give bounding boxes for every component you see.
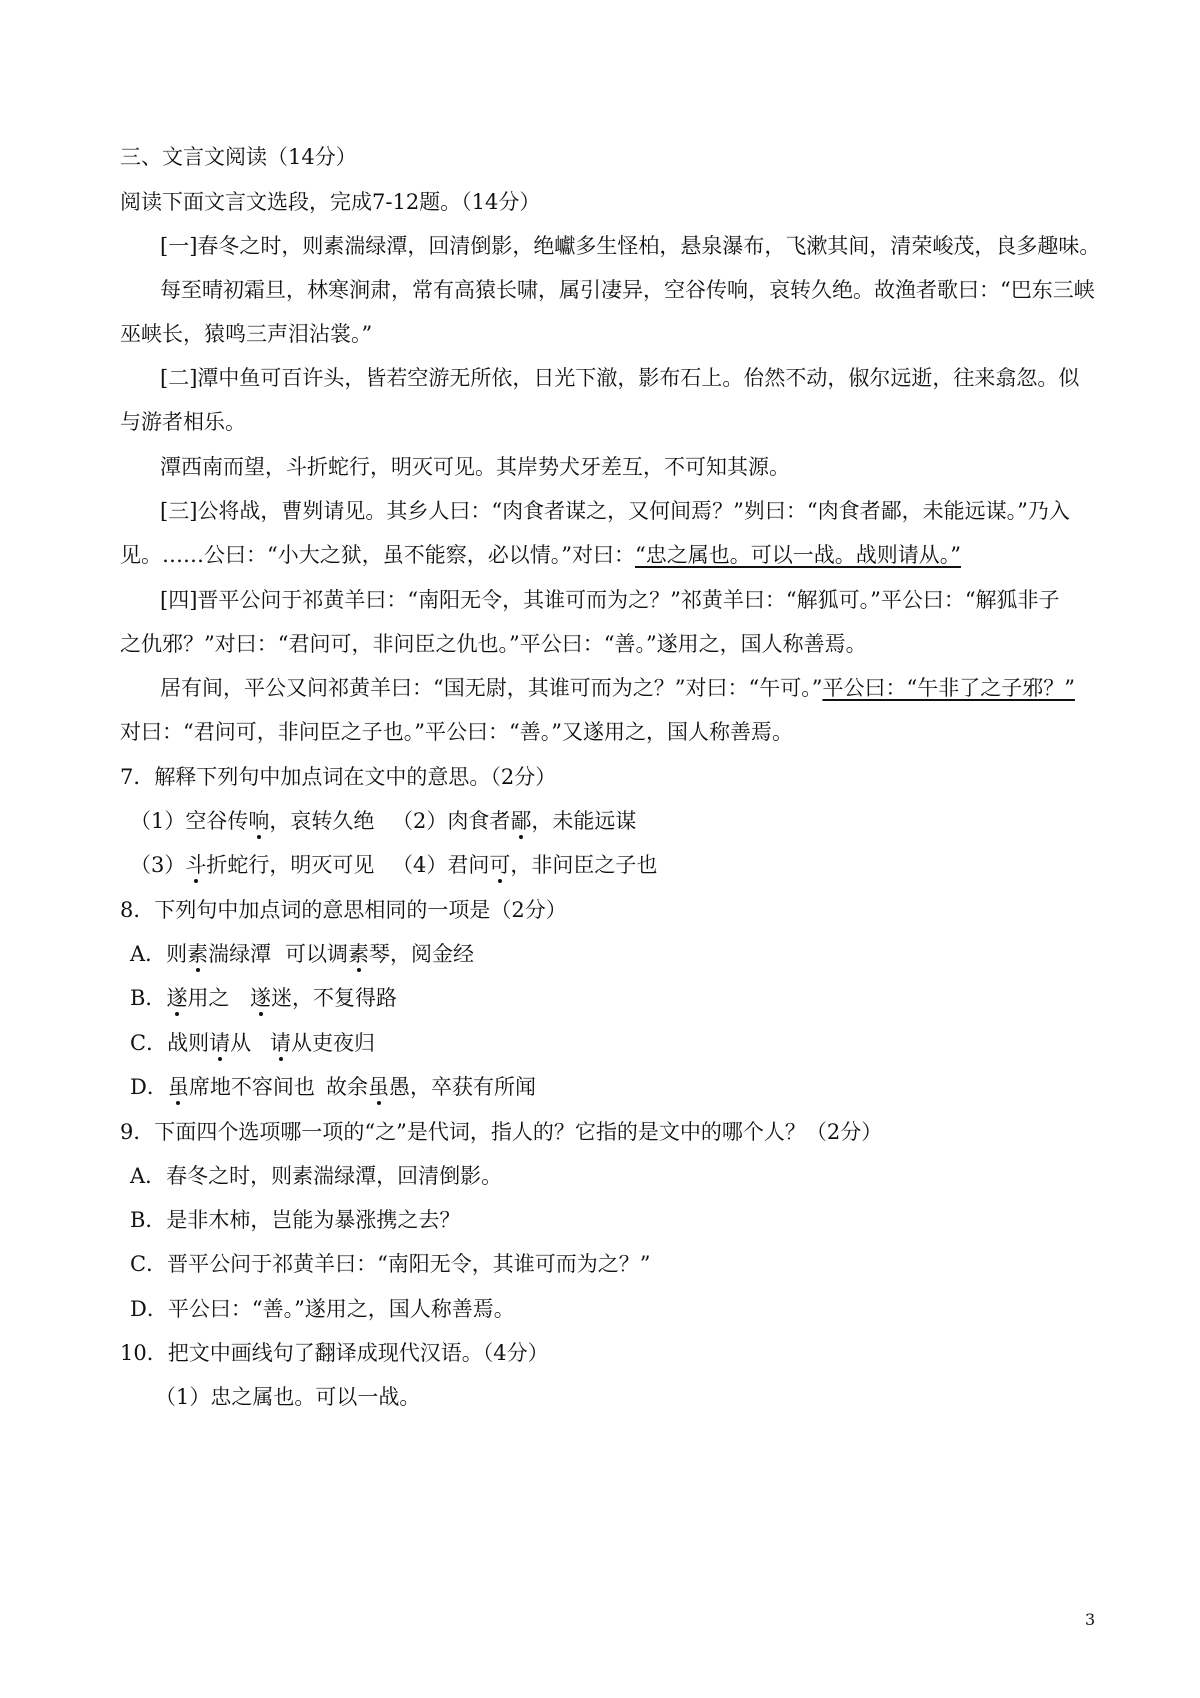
- dotted-word: 响: [248, 809, 270, 833]
- dotted-word: 虽: [167, 1075, 189, 1099]
- passage-paragraph-cont: 之仇邪？”对曰：“君问可，非问臣之仇也。”平公曰：“善。”遂用之，国人称善焉。: [120, 632, 867, 656]
- question-8-option-a: A．则素湍绿潭 可以调素琴，阅金经: [130, 942, 474, 966]
- passage-text: 见。……公曰：“小大之狱，虽不能察，必以情。”对曰：: [120, 543, 635, 567]
- dotted-word: 遂: [166, 986, 188, 1010]
- question-8-option-b: B．遂用之 遂迷，不复得路: [130, 986, 397, 1010]
- question-7-item: （1）空谷传响，哀转久绝: [130, 809, 375, 833]
- question-7-item: （4）君问可，非问臣之子也: [392, 853, 658, 877]
- dotted-word: 斗: [185, 853, 207, 877]
- page-number: 3: [1085, 1610, 1096, 1629]
- passage-paragraph: [四]晋平公问于祁黄羊曰：“南阳无令，其谁可而为之？”祁黄羊曰：“解狐可。”平公曰：“解狐非子: [160, 588, 1060, 612]
- passage-paragraph: [160, 674, 1094, 702]
- question-9-option-d: D．平公曰：“善。”遂用之，国人称善焉。: [130, 1297, 515, 1321]
- underlined-sentence-2: 平公曰：“午非了之子邪？”: [822, 676, 1075, 700]
- passage-paragraph-cont: 与游者相乐。: [120, 410, 246, 434]
- section-title: 三、文言文阅读（14分）: [120, 145, 357, 169]
- question-7-stem: 7．解释下列句中加点词在文中的意思。（2分）: [120, 765, 557, 789]
- passage-paragraph: [一]春冬之时，则素湍绿潭，回清倒影，绝巘多生怪柏，悬泉瀑布，飞漱其间，清荣峻茂，良多趣味。: [160, 234, 1101, 258]
- question-10-item-1: （1）忠之属也。可以一战。: [155, 1385, 421, 1409]
- dotted-word: 请: [209, 1031, 231, 1055]
- passage-paragraph: 每至晴初霜旦，林寒涧肃，常有高猿长啸，属引凄异，空谷传响，哀转久绝。故渔者歌曰：“巴东三峡: [160, 278, 1095, 302]
- underlined-sentence-1: “忠之属也。可以一战。战则请从。”: [634, 543, 961, 567]
- dotted-word: 素: [187, 942, 209, 966]
- dotted-word: 请: [270, 1031, 291, 1055]
- question-8-stem: 8．下列句中加点词的意思相同的一项是（2分）: [120, 898, 567, 922]
- question-8-option-d: D．虽席地不容间也 故余虽愚，卒获有所闻: [130, 1075, 536, 1099]
- dotted-word: 遂: [250, 986, 271, 1010]
- question-10-stem: 10．把文中画线句了翻译成现代汉语。（4分）: [120, 1341, 549, 1365]
- question-7-item: （3）斗折蛇行，明灭可见: [130, 853, 375, 877]
- question-7-row: [130, 851, 1094, 879]
- reading-instruction: 阅读下面文言文选段，完成7-12题。（14分）: [120, 190, 541, 214]
- passage-text: 居有间，平公又问祁黄羊曰：“国无尉，其谁可而为之？”对曰：“午可。”: [160, 676, 823, 700]
- passage-paragraph-cont: [120, 541, 1094, 569]
- dotted-word: 素: [348, 942, 369, 966]
- passage-paragraph: 潭西南而望，斗折蛇行，明灭可见。其岸势犬牙差互，不可知其源。: [160, 455, 790, 479]
- question-9-stem: 9．下面四个选项哪一项的“之”是代词，指人的？它指的是文中的哪个人？（2分）: [120, 1120, 883, 1144]
- question-9-option-c: C．晋平公问于祁黄羊曰：“南阳无令，其谁可而为之？”: [130, 1252, 651, 1276]
- dotted-word: 虽: [368, 1075, 389, 1099]
- dotted-word: 可: [489, 853, 511, 877]
- question-7-item: （2）肉食者鄙，未能远谋: [392, 809, 637, 833]
- question-9-option-a: A．春冬之时，则素湍绿潭，回清倒影。: [130, 1164, 503, 1188]
- question-9-option-b: B．是非木柿，岂能为暴涨携之去？: [130, 1208, 461, 1232]
- question-7-row: [130, 807, 1094, 835]
- passage-paragraph-cont: 对曰：“君问可，非问臣之子也。”平公曰：“善。”又遂用之，国人称善焉。: [120, 720, 793, 744]
- passage-paragraph-cont: 巫峡长，猿鸣三声泪沾裳。”: [120, 322, 373, 346]
- dotted-word: 鄙: [510, 809, 532, 833]
- passage-paragraph: [三]公将战，曹刿请见。其乡人曰：“肉食者谋之，又何间焉？”刿曰：“肉食者鄙，未能远谋。”乃入: [160, 499, 1070, 523]
- passage-paragraph: [二]潭中鱼可百许头，皆若空游无所依，日光下澈，影布石上。佁然不动，俶尔远逝，往来翕忽。似: [160, 366, 1080, 390]
- question-8-option-c: C．战则请从 请从吏夜归: [130, 1031, 375, 1055]
